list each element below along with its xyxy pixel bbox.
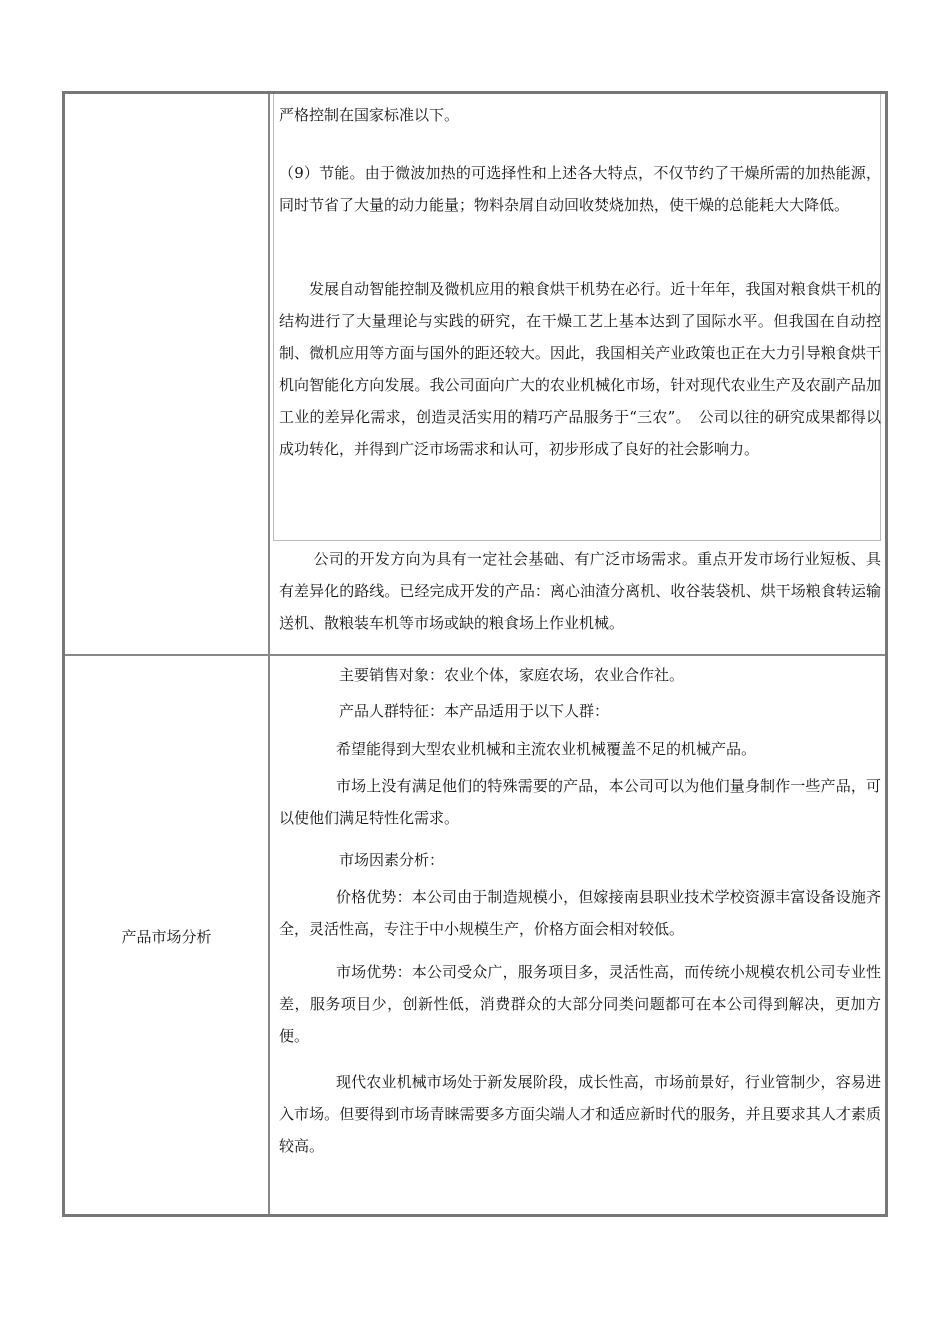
paragraph-standard-note: 严格控制在国家标准以下。: [279, 106, 460, 124]
document-table: [62, 91, 888, 1217]
paragraph-market-factors-heading: 市场因素分析：: [339, 851, 445, 869]
paragraph-customer-features: 产品人群特征：本产品适用于以下人群：: [339, 702, 610, 720]
paragraph-price-advantage: 价格优势：本公司由于制造规模小，但嫁接南县职业技术学校资源丰富设备设施齐全，灵活性高，专注于中小规模生产，价格方面会相对较低。: [279, 888, 881, 938]
paragraph-development-trend: 发展自动智能控制及微机应用的粮食烘干机势在必行。近十年年，我国对粮食烘干机的结构进行了大量理论与实践的研究，在干燥工艺上基本达到了国际水平。但我国在自动控制、微机应用等方面与国外的距还较大。因此，我国相关产业政策也正在大力引导粮食烘干机向智能化方向发展。我公司面向广大的农业机械化市场，针对现代农业生产及农副产品加工业的差异化需求，创造灵活实用的精巧产品服务于“三农”。 公司以往的研究成果都得以成功转化，并得到广泛市场需求和认可，初步形成了良好的社会影响力。: [279, 280, 881, 458]
row-label-market-analysis: 产品市场分析: [121, 928, 212, 946]
paragraph-custom-products: 市场上没有满足他们的特殊需要的产品，本公司可以为他们量身制作一些产品，可以使他们满足特性化需求。: [279, 777, 881, 827]
row-divider: [65, 654, 885, 656]
paragraph-sales-target: 主要销售对象：农业个体，家庭农场，农业合作社。: [339, 666, 685, 684]
paragraph-market-advantage: 市场优势：本公司受众广，服务项目多，灵活性高，而传统小规模农机公司专业性差，服务项目少，创新性低，消费群众的大部分同类问题都可在本公司得到解决，更加方便。: [279, 963, 881, 1045]
paragraph-market-outlook: 现代农业机械市场处于新发展阶段，成长性高，市场前景好，行业管制少，容易进入市场。但要得到市场青睐需要多方面尖端人才和适应新时代的服务，并且要求其人才素质较高。: [279, 1073, 881, 1155]
paragraph-energy-saving: （9）节能。由于微波加热的可选择性和上述各大特点，不仅节约了干燥所需的加热能源，同时节省了大量的动力能量；物料杂屑自动回收焚烧加热，使干燥的总能耗大大降低。: [279, 164, 881, 214]
paragraph-development-direction: 公司的开发方向为具有一定社会基础、有广泛市场需求。重点开发市场行业短板、具有差异化的路线。已经完成开发的产品：离心油渣分离机、收谷装袋机、烘干场粮食转运输送机、散粮装车机等市场或缺的粮食场上作业机械。: [279, 550, 881, 632]
paragraph-customer-need: 希望能得到大型农业机械和主流农业机械覆盖不足的机械产品。: [336, 740, 757, 758]
